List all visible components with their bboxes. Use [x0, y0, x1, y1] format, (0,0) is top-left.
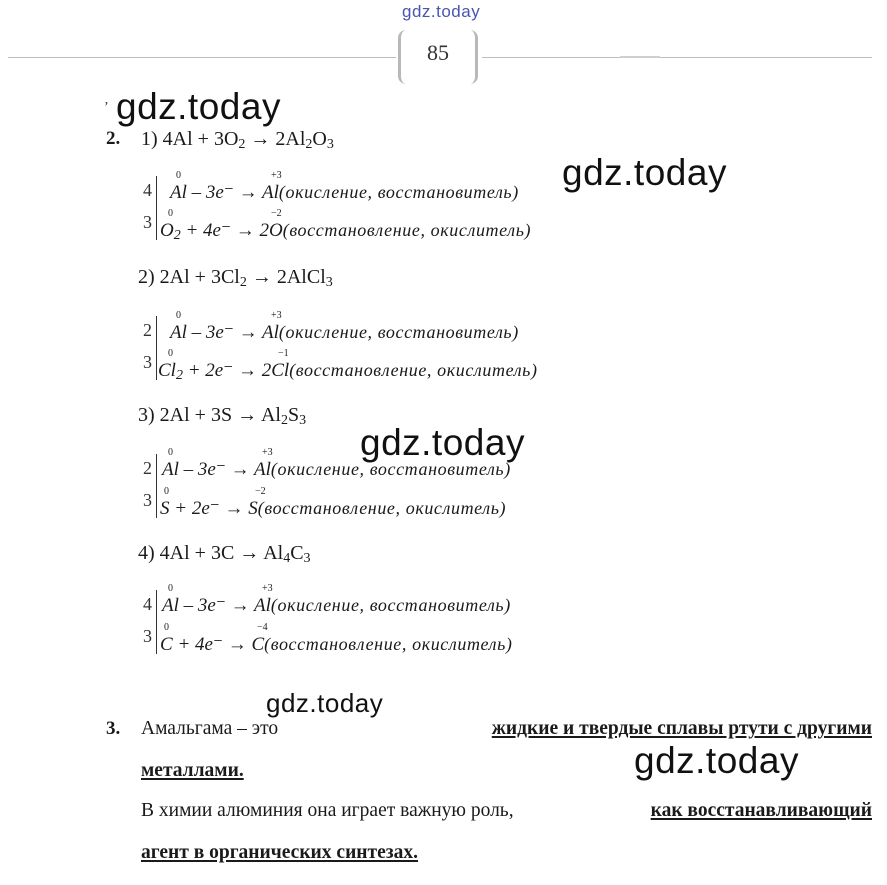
oxidation-state: 0: [168, 208, 173, 219]
watermark: gdz.today: [634, 740, 799, 781]
header-rule-right: [482, 57, 872, 58]
reaction-equation: 4) $4Al + 3C \to Al_4C_3$: [138, 542, 311, 566]
oxidation-state: 0: [164, 622, 169, 633]
oxidation-state: −2: [255, 486, 266, 497]
balance-coefficient: 4: [143, 594, 152, 614]
header-rule-left: [8, 57, 396, 58]
oxidation-state: +3: [271, 310, 282, 321]
reaction-equation: 3) $2Al + 3S \to Al_2S_3$: [138, 404, 307, 428]
oxidation-state: −4: [257, 622, 268, 633]
oxidation-state: +3: [262, 583, 273, 594]
balance-coefficient: 2: [143, 458, 152, 478]
oxidation-state: 0: [168, 583, 173, 594]
reduction-half-reaction: $Cl_2 + 2e^-$ → 2Cl(восстановление, окислитель): [158, 360, 538, 383]
reaction-equation: 2) $2Al + 3Cl_2$ → 2AlCl$_3$: [138, 266, 333, 290]
balance-coefficient: 3: [143, 626, 152, 646]
watermark-top: gdz.today: [402, 2, 481, 21]
balance-coefficient: 3: [143, 212, 152, 232]
balance-coefficient: 2: [143, 320, 152, 340]
answer-line-underlined: агент в органических синтезах.: [141, 842, 418, 863]
oxidation-state: 0: [164, 486, 169, 497]
oxidation-state: −2: [271, 208, 282, 219]
oxidation-state: 0: [176, 170, 181, 181]
reduction-half-reaction: C + 4e⁻ → C(восстановление, окислитель): [160, 634, 513, 655]
answer-line-underlined: металлами.: [141, 760, 244, 781]
balance-bar: [156, 176, 157, 240]
reaction-equation: 1) $4Al + 3O_2 \to 2Al_2O_3$: [141, 128, 334, 152]
balance-coefficient: 4: [143, 180, 152, 200]
oxidation-state: −1: [278, 348, 289, 359]
reduction-half-reaction: $O_2 + 4e^-$ → 2O(восстановление, окислитель): [160, 220, 532, 243]
answer-line: Амальгама – это жидкие и твердые сплавы ртути с другими: [141, 718, 872, 739]
balance-bar: [156, 316, 157, 380]
task-number: 3.: [106, 718, 121, 739]
watermark: gdz.today: [360, 422, 525, 463]
balance-bar: [156, 454, 157, 518]
oxidation-state: 0: [168, 348, 173, 359]
oxidation-state: 0: [168, 447, 173, 458]
page-number: 85: [427, 40, 449, 65]
answer-line: В химии алюминия она играет важную роль, как восстанавливающий: [141, 800, 872, 821]
oxidation-half-reaction: Al – 3e⁻ → Al(окисление, восстановитель): [170, 322, 519, 343]
oxidation-half-reaction: Al – 3e⁻ → Al(окисление, восстановитель): [170, 182, 519, 203]
watermark: gdz.today: [562, 152, 727, 193]
balance-bar: [156, 590, 157, 654]
balance-coefficient: 3: [143, 490, 152, 510]
watermark: gdz.today: [116, 86, 281, 127]
oxidation-state: +3: [262, 447, 273, 458]
balance-coefficient: 3: [143, 352, 152, 372]
header-rule-accent: [620, 56, 660, 58]
oxidation-half-reaction: Al – 3e⁻ → Al(окисление, восстановитель): [162, 595, 511, 616]
task-number: 2.: [106, 128, 121, 149]
margin-mark: ’: [104, 100, 109, 115]
oxidation-state: 0: [176, 310, 181, 321]
oxidation-half-reaction: Al – 3e⁻ → Al(окисление, восстановитель): [162, 459, 511, 480]
watermark: gdz.today: [266, 688, 384, 718]
reduction-half-reaction: S + 2e⁻ → S(восстановление, окислитель): [160, 498, 507, 519]
oxidation-state: +3: [271, 170, 282, 181]
